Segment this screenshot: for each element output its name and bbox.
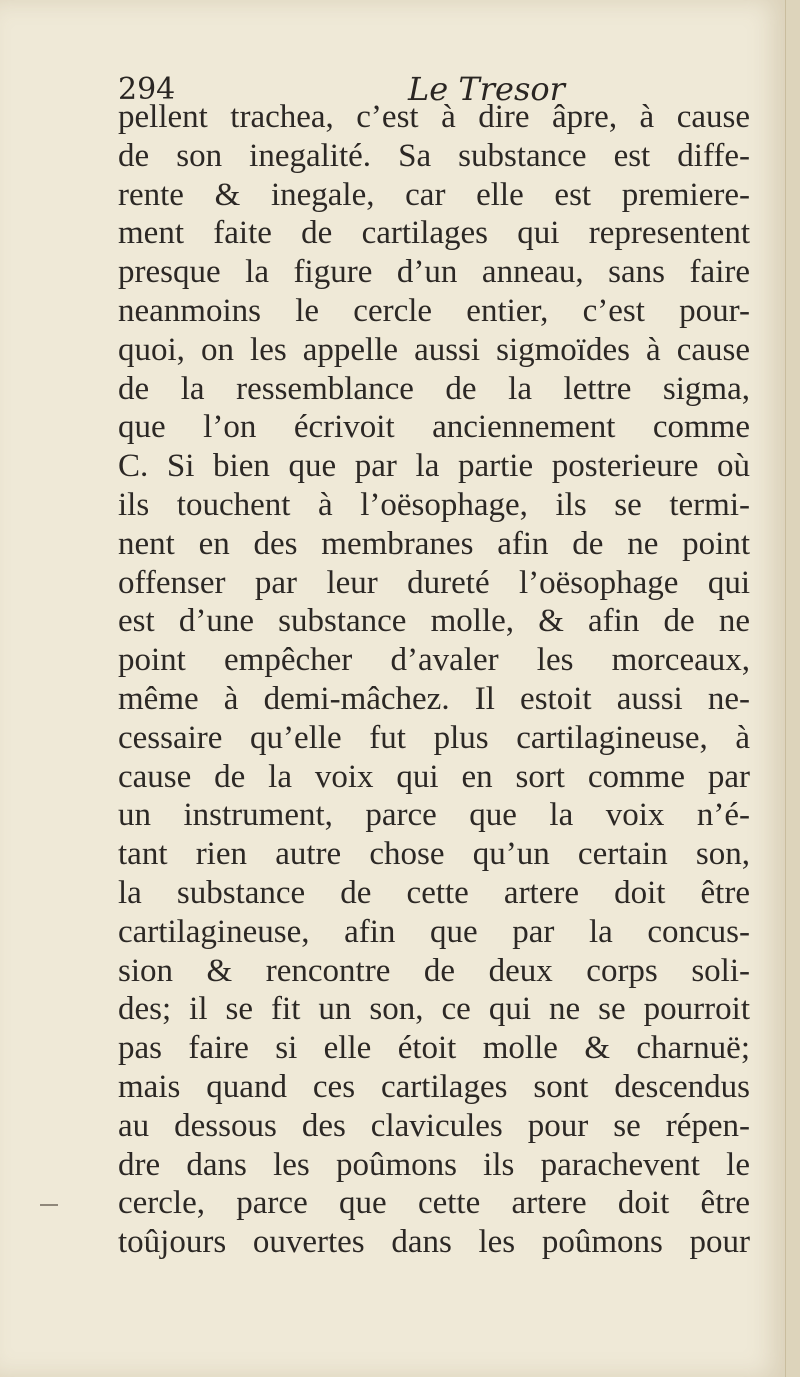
text-line: mais quand ces cartilages sont descendus xyxy=(118,1068,750,1105)
text-line: toûjours ouvertes dans les poûmons pour xyxy=(118,1224,750,1261)
text-line: dre dans les poûmons ils parachevent le xyxy=(118,1146,750,1183)
text-line: neanmoins le cercle entier, c’est pour- xyxy=(118,292,750,329)
text-line: cartilagineuse, afin que par la concus- xyxy=(118,913,750,950)
text-line: cessaire qu’elle fut plus cartilagineuse, à xyxy=(118,719,750,756)
text-line: nent en des membranes afin de ne point xyxy=(118,525,750,562)
page-edge xyxy=(785,0,800,1377)
text-line: la substance de cette artere doit être xyxy=(118,874,750,911)
text-line: pas faire si elle étoit molle & charnuë; xyxy=(118,1030,750,1067)
text-line: au dessous des clavicules pour se répen- xyxy=(118,1107,750,1144)
text-line: point empêcher d’avaler les morceaux, xyxy=(118,642,750,679)
text-line: de son inegalité. Sa substance est diffe- xyxy=(118,137,750,174)
text-line: même à demi-mâchez. Il estoit aussi ne- xyxy=(118,680,750,717)
text-line: de la ressemblance de la lettre sigma, xyxy=(118,370,750,407)
running-head: Le Tresor xyxy=(408,70,565,108)
body-text xyxy=(118,98,750,1262)
text-line: offenser par leur dureté l’oësophage qui xyxy=(118,564,750,601)
margin-mark xyxy=(40,1204,58,1206)
page-number: 294 xyxy=(118,72,176,107)
text-line: cercle, parce que cette artere doit être xyxy=(118,1185,750,1222)
text-line: que l’on écrivoit anciennement comme xyxy=(118,409,750,446)
text-line: des; il se fit un son, ce qui ne se pourroit xyxy=(118,991,750,1028)
text-line: un instrument, parce que la voix n’é- xyxy=(118,797,750,834)
text-line: sion & rencontre de deux corps soli- xyxy=(118,952,750,989)
text-line: ment faite de cartilages qui representent xyxy=(118,215,750,252)
text-line: est d’une substance molle, & afin de ne xyxy=(118,603,750,640)
text-line: quoi, on les appelle aussi sigmoïdes à cause xyxy=(118,331,750,368)
text-line: tant rien autre chose qu’un certain son, xyxy=(118,836,750,873)
text-line: rente & inegale, car elle est premiere- xyxy=(118,176,750,213)
text-line: pellent trachea, c’est à dire âpre, à cause xyxy=(118,99,750,135)
text-line: C. Si bien que par la partie posterieure où xyxy=(118,448,750,485)
text-line: ils touchent à l’oësophage, ils se termi- xyxy=(118,486,750,523)
text-line: presque la figure d’un anneau, sans faire xyxy=(118,254,750,291)
text-line: cause de la voix qui en sort comme par xyxy=(118,758,750,795)
